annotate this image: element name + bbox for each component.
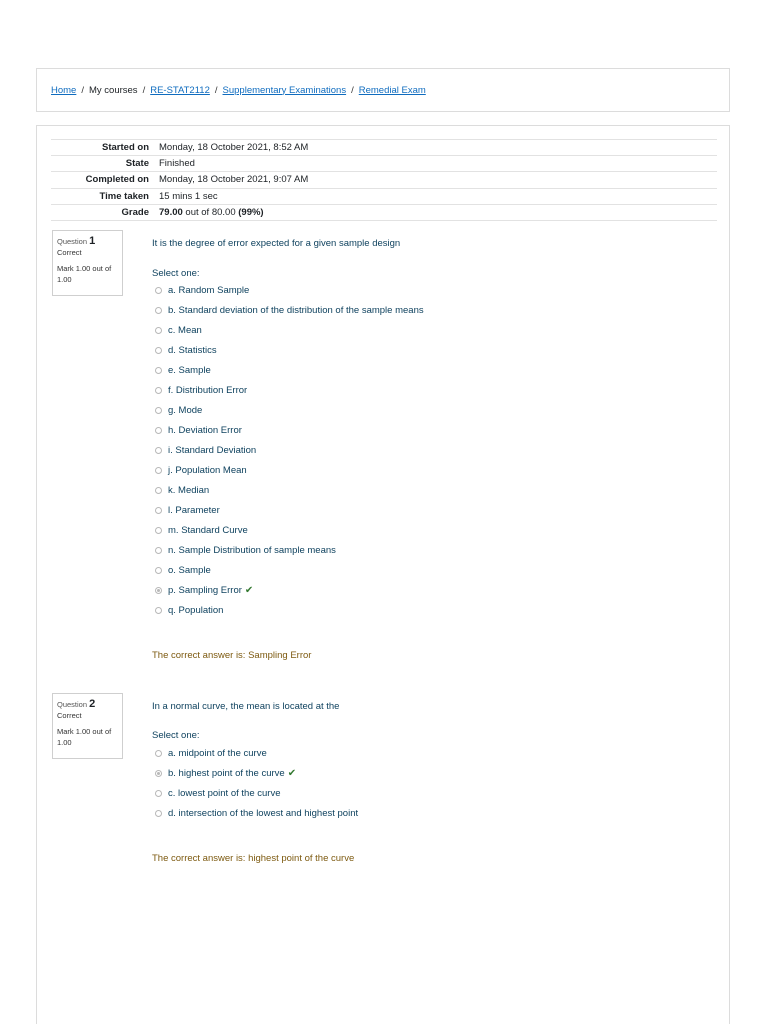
breadcrumb-separator: / (142, 84, 146, 96)
answer-option-label: h. Deviation Error (168, 424, 242, 436)
answer-option-label: p. Sampling Error (168, 584, 242, 596)
breadcrumb-section-link[interactable]: Supplementary Examinations (222, 84, 347, 96)
radio-button[interactable] (155, 307, 162, 314)
answer-option[interactable] (155, 303, 424, 317)
answer-option-label: d. Statistics (168, 344, 217, 356)
radio-button[interactable] (155, 547, 162, 554)
answer-option[interactable] (155, 283, 249, 297)
answer-option[interactable] (155, 766, 296, 780)
question-text: It is the degree of error expected for a given sample design (152, 238, 401, 249)
answer-option-label: g. Mode (168, 404, 203, 416)
summary-label: Started on (51, 140, 159, 156)
radio-button[interactable] (155, 427, 162, 434)
radio-button[interactable] (155, 507, 162, 514)
summary-value: Finished (159, 156, 717, 172)
answer-option-label: f. Distribution Error (168, 384, 248, 396)
answer-option-label: l. Parameter (168, 504, 220, 516)
question-mark: Mark 1.00 out of 1.00 (57, 727, 112, 747)
radio-button[interactable] (155, 527, 162, 534)
summary-label: Grade (51, 204, 159, 220)
breadcrumb-quiz-link[interactable]: Remedial Exam (358, 84, 426, 96)
question-word: Question (57, 700, 88, 709)
answer-option-label: c. Mean (168, 324, 202, 336)
breadcrumb-separator: / (351, 84, 354, 96)
answer-option-label: k. Median (168, 484, 210, 496)
radio-button[interactable] (155, 467, 162, 474)
question-info-box (52, 693, 123, 759)
answer-option[interactable] (155, 343, 217, 357)
answer-option[interactable] (155, 543, 336, 557)
select-one-label: Select one: (152, 268, 200, 279)
answer-option-label: j. Population Mean (168, 464, 247, 476)
check-icon: ✔ (287, 767, 297, 779)
summary-row-started (51, 140, 717, 156)
answer-option[interactable] (155, 363, 211, 377)
summary-value: Monday, 18 October 2021, 8:52 AM (159, 140, 717, 156)
correct-answer-feedback: The correct answer is: Sampling Error (152, 650, 312, 661)
grade-score: 79.00 (159, 206, 183, 218)
answer-option-label: n. Sample Distribution of sample means (168, 544, 336, 556)
answer-option[interactable] (155, 483, 209, 497)
answer-option-label: b. Standard deviation of the distribution of the sample means (168, 304, 424, 316)
radio-button[interactable] (155, 407, 162, 414)
summary-row-grade (51, 204, 717, 220)
question-status: Correct (57, 711, 82, 720)
radio-button[interactable] (155, 287, 162, 294)
answer-option[interactable] (155, 423, 242, 437)
radio-button[interactable] (155, 347, 162, 354)
select-one-label: Select one: (152, 730, 200, 741)
summary-row-completed (51, 172, 717, 188)
answer-option-label: m. Standard Curve (168, 524, 248, 536)
question-status: Correct (57, 248, 82, 257)
breadcrumb (36, 68, 730, 112)
radio-button[interactable] (155, 607, 162, 614)
answer-option-label: d. intersection of the lowest and highest point (168, 807, 359, 819)
answer-option[interactable] (155, 786, 280, 800)
radio-button[interactable] (155, 810, 162, 817)
summary-label: State (51, 156, 159, 172)
answer-option-label: c. lowest point of the curve (168, 787, 281, 799)
breadcrumb-separator: / (81, 84, 84, 96)
breadcrumb-course-link[interactable]: RE-STAT2112 (150, 84, 210, 96)
radio-button[interactable] (155, 387, 162, 394)
question-number: 1 (89, 235, 96, 247)
breadcrumb-home-link[interactable]: Home (51, 84, 77, 96)
check-icon: ✔ (244, 584, 254, 596)
question-word: Question (57, 237, 88, 246)
correct-answer-feedback: The correct answer is: highest point of the curve (152, 853, 355, 864)
breadcrumb-my-courses: My courses (88, 84, 138, 96)
attempt-summary-table (51, 139, 717, 221)
breadcrumb-separator: / (214, 84, 218, 96)
answer-option[interactable] (155, 603, 223, 617)
answer-option[interactable] (155, 746, 267, 760)
question-info-box (52, 230, 123, 296)
radio-button[interactable] (155, 367, 162, 374)
radio-button[interactable] (155, 327, 162, 334)
answer-option[interactable] (155, 323, 202, 337)
radio-button[interactable] (155, 770, 162, 777)
answer-option[interactable] (155, 563, 211, 577)
answer-option[interactable] (155, 443, 256, 457)
summary-value (159, 204, 717, 220)
summary-label: Time taken (51, 188, 159, 204)
answer-option[interactable] (155, 383, 247, 397)
answer-option[interactable] (155, 503, 220, 517)
question-mark: Mark 1.00 out of 1.00 (57, 264, 112, 284)
answer-option[interactable] (155, 523, 248, 537)
radio-button[interactable] (155, 790, 162, 797)
answer-option-label: b. highest point of the curve (168, 767, 285, 779)
answer-option-label: q. Population (168, 604, 224, 616)
answer-option-label: e. Sample (168, 364, 211, 376)
answer-option-label: a. midpoint of the curve (168, 747, 267, 759)
answer-option[interactable] (155, 583, 253, 597)
radio-button[interactable] (155, 587, 162, 594)
answer-option-label: o. Sample (168, 564, 211, 576)
radio-button[interactable] (155, 750, 162, 757)
question-number: 2 (89, 698, 96, 710)
answer-option-label: a. Random Sample (168, 284, 250, 296)
grade-percent: (99%) (238, 206, 264, 218)
summary-value: Monday, 18 October 2021, 9:07 AM (159, 172, 717, 188)
radio-button[interactable] (155, 447, 162, 454)
grade-out-of: out of 80.00 (185, 206, 236, 218)
answer-option[interactable] (155, 806, 358, 820)
answer-option[interactable] (155, 403, 202, 417)
summary-value: 15 mins 1 sec (159, 188, 717, 204)
radio-button[interactable] (155, 487, 162, 494)
answer-option-label: i. Standard Deviation (168, 444, 257, 456)
question-text: In a normal curve, the mean is located at the (152, 701, 340, 712)
quiz-review-region (36, 125, 730, 1024)
summary-row-time-taken (51, 188, 717, 204)
answer-option[interactable] (155, 463, 247, 477)
summary-row-state (51, 156, 717, 172)
summary-label: Completed on (51, 172, 159, 188)
radio-button[interactable] (155, 567, 162, 574)
